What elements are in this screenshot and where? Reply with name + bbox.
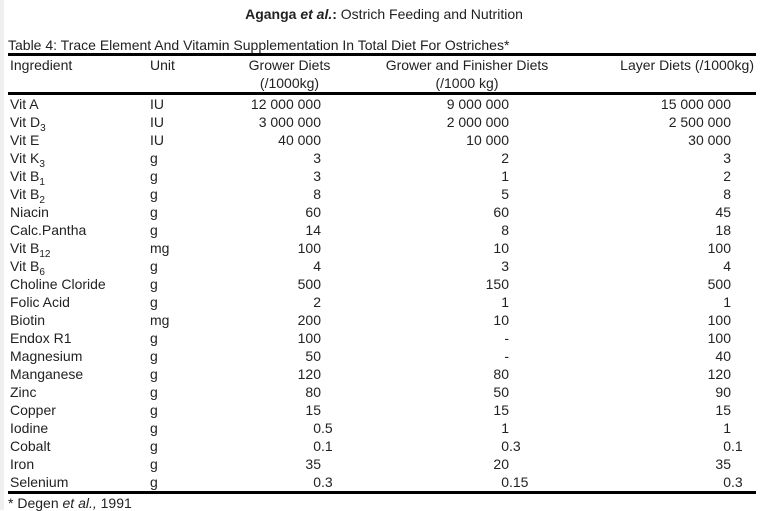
value-cell: 0 .5: [313, 420, 333, 436]
value-cell: 45: [715, 204, 731, 220]
value-cell: 0 .15: [501, 474, 529, 490]
ingredient-subscript: 3: [39, 158, 45, 170]
ingredient-cell: Vit $B_2$: [10, 186, 45, 206]
unit-cell: g: [150, 438, 158, 454]
value-cell: 3: [501, 258, 509, 274]
ingredient-cell: Calc.Pantha: [10, 222, 87, 238]
value-cell: 90: [715, 384, 731, 400]
value-cell: 1: [501, 420, 509, 436]
value-cell: 4: [313, 258, 321, 274]
value-cell: 60: [305, 204, 321, 220]
value-cell: 150: [485, 276, 509, 292]
ingredient-cell: Vit $D_3$: [10, 114, 46, 134]
table-row: [8, 239, 756, 257]
table-row: [8, 401, 756, 419]
unit-cell: mg: [150, 312, 170, 328]
value-cell: -: [504, 330, 509, 346]
value-cell: 4: [723, 258, 731, 274]
value-cell: 15: [493, 402, 509, 418]
footnote-author: Degen: [17, 495, 63, 511]
value-cell: 0 .3: [501, 438, 521, 454]
value-cell: 100: [707, 330, 731, 346]
footnote-year: 1991: [96, 495, 132, 511]
unit-cell: g: [150, 420, 158, 436]
column-subheader-grower-finisher: (/1000 kg): [342, 75, 560, 94]
ingredient-cell: Zinc: [10, 384, 37, 400]
footnote-etal: et al.,: [62, 495, 97, 511]
ingredient-cell: Niacin: [10, 204, 49, 220]
value-cell: 500: [297, 276, 321, 292]
unit-cell: g: [150, 204, 158, 220]
ingredient-cell: Selenium: [10, 474, 69, 490]
value-cell: 15 000 000: [660, 96, 731, 112]
footnote-marker: *: [8, 495, 18, 511]
ingredient-cell: Iron: [10, 456, 35, 472]
table-row: [8, 94, 756, 114]
table-row: [8, 347, 756, 365]
value-cell: 1: [723, 420, 731, 436]
table-row: [8, 203, 756, 221]
running-header-authors: Aganga: [245, 6, 301, 22]
unit-cell: g: [150, 474, 158, 490]
unit-cell: g: [150, 402, 158, 418]
value-cell: -: [504, 348, 509, 364]
table-row: [8, 383, 756, 401]
value-cell: 1: [501, 168, 509, 184]
ingredient-cell: Folic Acid: [10, 294, 70, 310]
value-cell: 100: [297, 240, 321, 256]
unit-cell: IU: [150, 96, 164, 112]
value-cell: 20: [493, 456, 509, 472]
table-row: [8, 473, 756, 493]
ingredient-cell: Choline Cloride: [10, 276, 106, 292]
column-header-ingredient: Ingredient: [10, 57, 73, 73]
unit-cell: g: [150, 276, 158, 292]
ingredient-subscript: 6: [39, 266, 45, 278]
value-cell: 5: [501, 186, 509, 202]
value-cell: 3: [313, 168, 321, 184]
value-cell: 100: [707, 240, 731, 256]
column-header-unit: Unit: [150, 57, 175, 73]
value-cell: 14: [305, 222, 321, 238]
value-cell: 15: [305, 402, 321, 418]
table-header: [8, 55, 756, 94]
value-cell: 120: [707, 366, 731, 382]
running-header-separator: :: [332, 6, 341, 22]
value-cell: 15: [715, 402, 731, 418]
value-cell: 50: [305, 348, 321, 364]
value-cell: 10: [493, 240, 509, 256]
value-cell: 3: [313, 150, 321, 166]
table-row: [8, 167, 756, 185]
unit-cell: g: [150, 456, 158, 472]
unit-cell: g: [150, 348, 158, 364]
ingredient-cell: Vit $B_1$: [10, 168, 45, 188]
value-cell: 40 000: [278, 132, 321, 148]
value-cell: 18: [715, 222, 731, 238]
supplement-table: [8, 53, 756, 494]
table-row: [8, 149, 756, 167]
table-body: [8, 94, 756, 493]
ingredient-cell: Vit $B_{12}$: [10, 240, 51, 260]
value-cell: 80: [305, 384, 321, 400]
unit-cell: g: [150, 186, 158, 202]
ingredient-cell: Cobalt: [10, 438, 51, 454]
ingredient-cell: Endox R1: [10, 330, 72, 346]
value-cell: 2 500 000: [668, 114, 731, 130]
unit-cell: g: [150, 384, 158, 400]
ingredient-cell: Copper: [10, 402, 56, 418]
unit-cell: g: [150, 222, 158, 238]
table-row: [8, 131, 756, 149]
value-cell: 12 000 000: [250, 96, 321, 112]
value-cell: 30 000: [688, 132, 731, 148]
ingredient-cell: Vit $B_6$: [10, 258, 45, 278]
value-cell: 120: [297, 366, 321, 382]
table-row: [8, 221, 756, 239]
value-cell: 200: [297, 312, 321, 328]
table-row: [8, 437, 756, 455]
unit-cell: g: [150, 150, 158, 166]
running-header-title: Ostrich Feeding and Nutrition: [340, 6, 523, 22]
value-cell: 100: [707, 312, 731, 328]
ingredient-cell: Vit E: [10, 132, 40, 148]
table-row: [8, 113, 756, 131]
value-cell: 3 000 000: [258, 114, 321, 130]
unit-cell: mg: [150, 240, 170, 256]
column-subheader-unit: [150, 75, 237, 94]
unit-cell: g: [150, 330, 158, 346]
column-header-layer: Layer Diets (/1000kg): [620, 57, 754, 73]
unit-cell: IU: [150, 132, 164, 148]
table-row: [8, 257, 756, 275]
table-row: [8, 311, 756, 329]
ingredient-cell: Manganese: [10, 366, 84, 382]
value-cell: 0 .3: [313, 474, 333, 490]
ingredient-cell: Vit $K_3$: [10, 150, 45, 170]
column-subheader-layer: [560, 75, 756, 94]
value-cell: 35: [305, 456, 321, 472]
value-cell: 35: [715, 456, 731, 472]
ingredient-subscript: 2: [39, 194, 45, 206]
value-cell: 0 .3: [723, 474, 743, 490]
value-cell: 40: [715, 348, 731, 364]
column-subheader-grower: (/1000kg): [237, 75, 342, 94]
table-caption: Table 4: Trace Element And Vitamin Supplementation In Total Diet For Ostriches*: [8, 37, 510, 53]
value-cell: 1: [723, 294, 731, 310]
header-row-2: [8, 75, 756, 94]
value-cell: 9 000 000: [446, 96, 509, 112]
ingredient-subscript: 12: [39, 248, 51, 260]
table-row: [8, 275, 756, 293]
value-cell: 100: [297, 330, 321, 346]
column-header-grower-finisher: Grower and Finisher Diets: [385, 57, 549, 73]
scan-edge-artifact: [0, 0, 4, 510]
unit-cell: g: [150, 258, 158, 274]
value-cell: 2 000 000: [446, 114, 509, 130]
table-row: [8, 365, 756, 383]
value-cell: 8: [723, 186, 731, 202]
running-header: [0, 0, 768, 22]
ingredient-cell: Magnesium: [10, 348, 83, 364]
table-row: [8, 293, 756, 311]
column-subheader-ingredient: [8, 75, 150, 94]
table-row: [8, 329, 756, 347]
ingredient-cell: Biotin: [10, 312, 46, 328]
unit-cell: g: [150, 294, 158, 310]
ingredient-subscript: 3: [40, 122, 46, 134]
value-cell: 8: [501, 222, 509, 238]
value-cell: 8: [313, 186, 321, 202]
value-cell: 0 .1: [313, 438, 333, 454]
table-row: [8, 185, 756, 203]
table-row: [8, 419, 756, 437]
value-cell: 80: [493, 366, 509, 382]
value-cell: 3: [723, 150, 731, 166]
value-cell: 1: [501, 294, 509, 310]
ingredient-cell: Iodine: [10, 420, 49, 436]
value-cell: 10: [493, 312, 509, 328]
value-cell: 2: [501, 150, 509, 166]
value-cell: 2: [723, 168, 731, 184]
ingredient-cell: Vit A: [10, 96, 39, 112]
unit-cell: g: [150, 366, 158, 382]
value-cell: 500: [707, 276, 731, 292]
value-cell: 60: [493, 204, 509, 220]
header-row-1: [8, 55, 756, 76]
running-header-etal: et al.: [300, 6, 333, 22]
unit-cell: g: [150, 168, 158, 184]
value-cell: 10 000: [466, 132, 509, 148]
table-row: [8, 455, 756, 473]
unit-cell: IU: [150, 114, 164, 130]
value-cell: 0 .1: [723, 438, 743, 454]
column-header-grower: Grower Diets: [248, 57, 331, 73]
footnote: [8, 496, 768, 511]
value-cell: 2: [313, 294, 321, 310]
ingredient-subscript: 1: [39, 176, 45, 188]
value-cell: 50: [493, 384, 509, 400]
